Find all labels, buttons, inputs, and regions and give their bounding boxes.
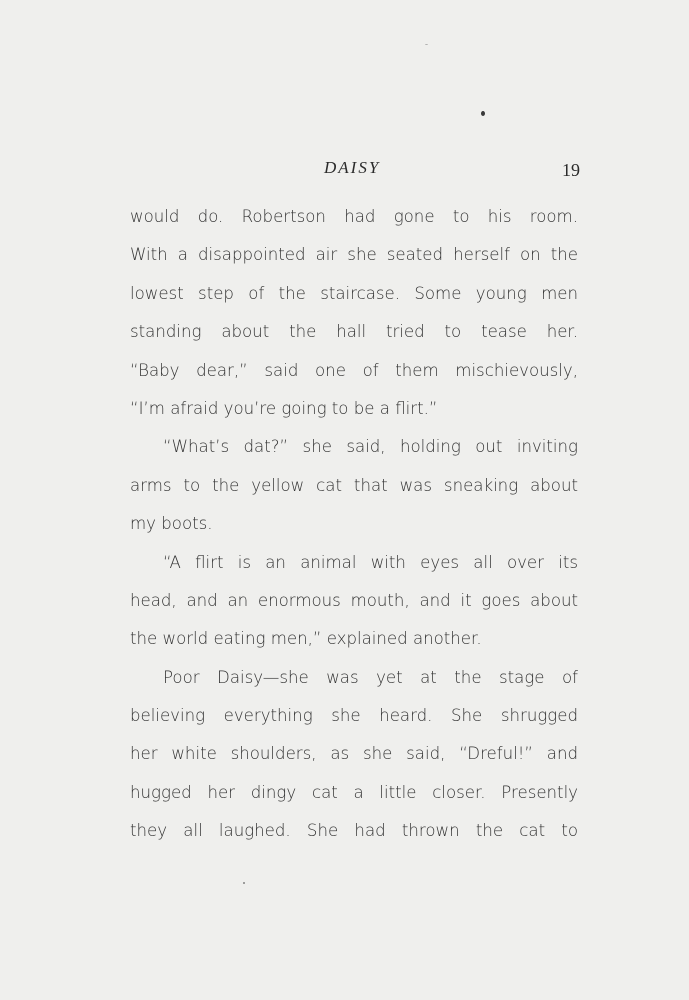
text-line: would do. Robertson had gone to his room. [130, 207, 578, 226]
text-line: “What’s dat?” she said, holding out inviting [163, 437, 578, 457]
text-line: arms to the yellow cat that was sneaking about [130, 475, 578, 495]
text-line: “I’m afraid you’re going to be a flirt.” [130, 398, 438, 418]
text-line: hugged her dingy cat a little closer. Presently [130, 782, 578, 802]
text-line: Poor Daisy—she was yet at the stage of [163, 667, 578, 687]
text-line: head, and an enormous mouth, and it goes about [130, 590, 578, 610]
ink-speck [243, 882, 245, 884]
text-line: my boots. [130, 514, 213, 534]
body-text [130, 198, 578, 851]
page-number: 19 [562, 160, 580, 180]
text-line: her white shoulders, as she said, “Dreful!” and [130, 744, 578, 764]
text-line: the world eating men,” explained another. [130, 629, 482, 649]
text-line: With a disappointed air she seated herself on the [130, 245, 578, 265]
running-title: DAISY [324, 158, 381, 177]
text-line: “Baby dear,” said one of them mischievously, [130, 360, 578, 380]
text-line: standing about the hall tried to tease her. [130, 322, 578, 342]
text-line: they all laughed. She had thrown the cat to [130, 821, 578, 841]
ink-speck [425, 44, 428, 45]
ink-speck [481, 111, 485, 116]
page-header [128, 158, 580, 186]
text-line: lowest step of the staircase. Some young men [130, 283, 578, 303]
text-line: believing everything she heard. She shrugged [130, 706, 578, 726]
text-line: “A flirt is an animal with eyes all over its [163, 552, 578, 572]
